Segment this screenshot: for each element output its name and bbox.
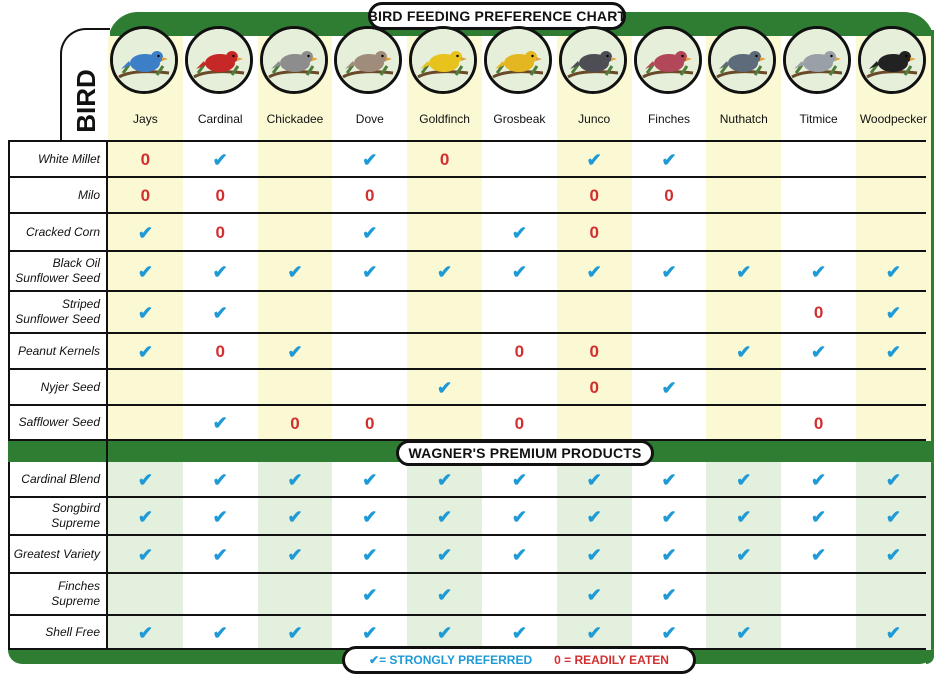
bird-name: Cardinal — [197, 112, 243, 126]
strongly-preferred-check: ✔ — [736, 506, 752, 527]
strongly-preferred-check: ✔ — [137, 341, 153, 362]
strongly-preferred-check: ✔ — [362, 584, 378, 605]
bird-header-text: BIRD — [71, 69, 101, 133]
strongly-preferred-check: ✔ — [586, 149, 602, 170]
bird-photo — [708, 26, 776, 94]
bird-column-header — [332, 16, 407, 140]
readily-eaten-mark: 0 — [215, 342, 225, 361]
bird-illustration — [263, 29, 325, 91]
bird-column-header — [632, 16, 707, 140]
strongly-preferred-check: ✔ — [362, 469, 378, 490]
strongly-preferred-check: ✔ — [287, 341, 303, 362]
bird-photo — [334, 26, 402, 94]
strongly-preferred-check: ✔ — [885, 302, 901, 323]
strongly-preferred-check: ✔ — [661, 261, 677, 282]
strongly-preferred-check: ✔ — [511, 222, 527, 243]
strongly-preferred-check: ✔ — [287, 469, 303, 490]
strongly-preferred-check: ✔ — [137, 469, 153, 490]
strongly-preferred-check: ✔ — [661, 622, 677, 643]
strongly-preferred-check: ✔ — [137, 506, 153, 527]
bird-column-header — [856, 16, 931, 140]
strongly-preferred-check: ✔ — [511, 469, 527, 490]
strongly-preferred-check: ✔ — [137, 261, 153, 282]
readily-eaten-mark: 0 — [664, 186, 674, 205]
strongly-preferred-check: ✔ — [736, 622, 752, 643]
row-label: Nyjer Seed — [8, 370, 106, 406]
strongly-preferred-check: ✔ — [811, 261, 827, 282]
bird-column-header — [781, 16, 856, 140]
strongly-preferred-check: ✔ — [137, 544, 153, 565]
chart-title: BIRD FEEDING PREFERENCE CHART — [368, 2, 626, 30]
bird-name: Grosbeak — [493, 112, 546, 126]
strongly-preferred-check: ✔ — [885, 341, 901, 362]
bird-illustration — [113, 29, 175, 91]
strongly-preferred-check: ✔ — [137, 222, 153, 243]
strongly-preferred-check: ✔ — [437, 506, 453, 527]
strongly-preferred-check: ✔ — [362, 622, 378, 643]
legend-zero: 0 = READILY EATEN — [554, 653, 669, 667]
readily-eaten-mark: 0 — [514, 413, 525, 433]
strongly-preferred-check: ✔ — [885, 261, 901, 282]
bird-column-header — [407, 16, 482, 140]
strongly-preferred-check: ✔ — [811, 469, 827, 490]
readily-eaten-mark: 0 — [140, 186, 151, 205]
bird-photo — [185, 26, 253, 94]
strongly-preferred-check: ✔ — [586, 584, 602, 605]
strongly-preferred-check: ✔ — [736, 469, 752, 490]
strongly-preferred-check: ✔ — [586, 261, 602, 282]
strongly-preferred-check: ✔ — [212, 506, 228, 527]
strongly-preferred-check: ✔ — [736, 341, 752, 362]
strongly-preferred-check: ✔ — [661, 469, 677, 490]
strongly-preferred-check: ✔ — [511, 622, 527, 643]
readily-eaten-mark: 0 — [589, 223, 599, 242]
strongly-preferred-check: ✔ — [362, 222, 378, 243]
bird-column-header — [258, 16, 333, 140]
strongly-preferred-check: ✔ — [511, 544, 527, 565]
bird-photo — [260, 26, 328, 94]
row-label: Songbird Supreme — [8, 498, 106, 536]
strongly-preferred-check: ✔ — [437, 469, 453, 490]
readily-eaten-mark: 0 — [589, 186, 599, 205]
strongly-preferred-check: ✔ — [511, 506, 527, 527]
bird-name: Junco — [578, 112, 611, 126]
strongly-preferred-check: ✔ — [586, 506, 602, 527]
row-label: Milo — [8, 178, 106, 214]
bird-illustration — [786, 29, 848, 91]
strongly-preferred-check: ✔ — [885, 622, 901, 643]
bird-name: Titmice — [799, 112, 838, 126]
strongly-preferred-check: ✔ — [212, 261, 228, 282]
readily-eaten-mark: 0 — [589, 378, 599, 397]
bird-photo — [858, 26, 926, 94]
strongly-preferred-check: ✔ — [511, 261, 527, 282]
row-label: Cardinal Blend — [8, 462, 106, 498]
strongly-preferred-check: ✔ — [287, 622, 303, 643]
strongly-preferred-check: ✔ — [362, 261, 378, 282]
strongly-preferred-check: ✔ — [362, 506, 378, 527]
row-label: Safflower Seed — [8, 406, 106, 441]
strongly-preferred-check: ✔ — [736, 261, 752, 282]
bird-name: Woodpecker — [859, 112, 927, 126]
bird-illustration — [637, 29, 699, 91]
strongly-preferred-check: ✔ — [437, 622, 453, 643]
strongly-preferred-check: ✔ — [885, 544, 901, 565]
bird-illustration — [711, 29, 773, 91]
bird-photo — [783, 26, 851, 94]
row-label: White Millet — [8, 142, 106, 178]
strongly-preferred-check: ✔ — [362, 544, 378, 565]
strongly-preferred-check: ✔ — [287, 544, 303, 565]
strongly-preferred-check: ✔ — [287, 261, 303, 282]
readily-eaten-mark: 0 — [290, 413, 300, 433]
bird-photo — [634, 26, 702, 94]
row-label: Greatest Variety — [8, 536, 106, 574]
strongly-preferred-check: ✔ — [661, 377, 677, 398]
row-label: Cracked Corn — [8, 214, 106, 252]
label-column-border — [106, 140, 108, 650]
readily-eaten-mark: 0 — [439, 150, 450, 169]
bird-name: Dove — [355, 112, 384, 126]
bird-photo — [409, 26, 477, 94]
legend-check: ✔= STRONGLY PREFERRED — [369, 653, 533, 667]
bird-name: Goldfinch — [419, 112, 470, 126]
bird-illustration — [412, 29, 474, 91]
strongly-preferred-check: ✔ — [437, 261, 453, 282]
row-label: Shell Free — [8, 616, 106, 650]
readily-eaten-mark: 0 — [215, 223, 225, 242]
bird-column-header — [557, 16, 632, 140]
row-label: Black Oil Sunflower Seed — [8, 252, 106, 292]
strongly-preferred-check: ✔ — [437, 544, 453, 565]
row-label: Peanut Kernels — [8, 334, 106, 370]
bird-illustration — [337, 29, 399, 91]
strongly-preferred-check: ✔ — [212, 544, 228, 565]
strongly-preferred-check: ✔ — [661, 584, 677, 605]
row-label: Striped Sunflower Seed — [8, 292, 106, 334]
row-label: Finches Supreme — [8, 574, 106, 616]
strongly-preferred-check: ✔ — [811, 544, 827, 565]
bird-name: Nuthatch — [719, 112, 768, 126]
bird-column-header — [482, 16, 557, 140]
strongly-preferred-check: ✔ — [212, 469, 228, 490]
bird-photo — [484, 26, 552, 94]
strongly-preferred-check: ✔ — [586, 544, 602, 565]
bird-photo — [110, 26, 178, 94]
strongly-preferred-check: ✔ — [885, 469, 901, 490]
strongly-preferred-check: ✔ — [212, 622, 228, 643]
bird-illustration — [861, 29, 923, 91]
readily-eaten-mark: 0 — [514, 342, 525, 361]
strongly-preferred-check: ✔ — [736, 544, 752, 565]
strongly-preferred-check: ✔ — [885, 506, 901, 527]
strongly-preferred-check: ✔ — [212, 413, 228, 433]
bird-column-header — [108, 16, 183, 140]
readily-eaten-mark: 0 — [140, 150, 151, 169]
bird-name: Finches — [647, 112, 690, 126]
strongly-preferred-check: ✔ — [811, 506, 827, 527]
bird-name: Jays — [133, 112, 158, 126]
bird-name: Chickadee — [266, 112, 324, 126]
strongly-preferred-check: ✔ — [287, 506, 303, 527]
strongly-preferred-check: ✔ — [212, 302, 228, 323]
strongly-preferred-check: ✔ — [586, 469, 602, 490]
strongly-preferred-check: ✔ — [661, 506, 677, 527]
readily-eaten-mark: 0 — [813, 303, 824, 322]
strongly-preferred-check: ✔ — [661, 544, 677, 565]
strongly-preferred-check: ✔ — [137, 622, 153, 643]
strongly-preferred-check: ✔ — [661, 149, 677, 170]
strongly-preferred-check: ✔ — [586, 622, 602, 643]
bird-illustration — [487, 29, 549, 91]
readily-eaten-mark: 0 — [365, 413, 375, 433]
bird-illustration — [188, 29, 250, 91]
strongly-preferred-check: ✔ — [212, 149, 228, 170]
legend — [342, 646, 696, 674]
strongly-preferred-check: ✔ — [437, 584, 453, 605]
bird-photo — [559, 26, 627, 94]
bird-illustration — [562, 29, 624, 91]
strongly-preferred-check: ✔ — [137, 302, 153, 323]
readily-eaten-mark: 0 — [365, 186, 375, 205]
bird-column-header — [706, 16, 781, 140]
readily-eaten-mark: 0 — [589, 342, 599, 361]
readily-eaten-mark: 0 — [215, 186, 225, 205]
strongly-preferred-check: ✔ — [811, 341, 827, 362]
readily-eaten-mark: 0 — [813, 413, 824, 433]
strongly-preferred-check: ✔ — [362, 149, 378, 170]
strongly-preferred-check: ✔ — [437, 377, 453, 398]
bird-column-header — [183, 16, 258, 140]
section-title: WAGNER'S PREMIUM PRODUCTS — [396, 440, 654, 466]
